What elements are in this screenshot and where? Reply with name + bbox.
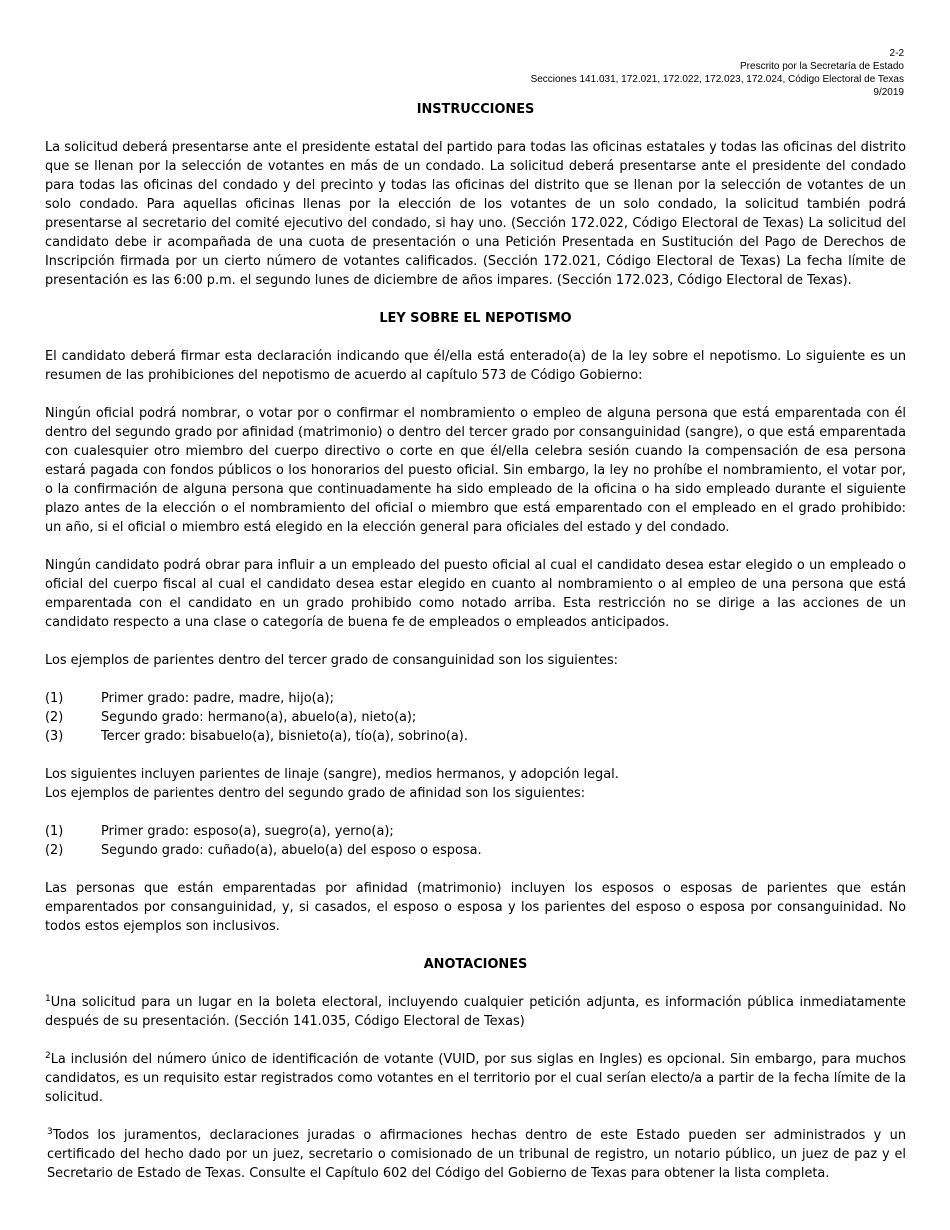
list-text: Primer grado: padre, madre, hijo(a); xyxy=(101,691,334,706)
annotation-text: La inclusión del número único de identificación de votante (VUID, por sus siglas en Ingles) es opcional. Sin embargo, para muchos candidatos, es un requisito estar registrados como votantes en el territorio por el cual serían electo/a a partir de la fecha límite de la solicitud. xyxy=(45,1052,906,1105)
list-text: Primer grado: esposo(a), suegro(a), yerno(a); xyxy=(101,824,394,839)
list-text: Segundo grado: hermano(a), abuelo(a), nieto(a); xyxy=(101,710,417,725)
list-number: (2) xyxy=(45,710,64,725)
prescribed-by: Prescrito por la Secretaría de Estado xyxy=(740,61,904,72)
annotation-text: Todos los juramentos, declaraciones juradas o afirmaciones hechas dentro de este Estado pueden ser administrados y un certificado del hecho dado por un juez, secretario o comisionado de un tribunal de registro, un notario público, un juez de paz y el Secretario de Estado de Texas. Consulte el Capítulo 602 del Código del Gobierno de Texas para obtener la lista completa. xyxy=(47,1128,906,1181)
page-number: 2-2 xyxy=(889,48,904,59)
linaje-note: Los siguientes incluyen parientes de linaje (sangre), medios hermanos, y adopción legal. xyxy=(45,767,619,782)
annotation-1 xyxy=(45,993,906,1031)
annotation-text: Una solicitud para un lugar en la boleta electoral, incluyendo cualquier petición adjunta, es información pública inmediatamente después de su presentación. (Sección 141.035, Código Electoral de Texas) xyxy=(45,995,906,1029)
list-item xyxy=(45,727,906,746)
afinidad-intro: Los ejemplos de parientes dentro del segundo grado de afinidad son los siguientes: xyxy=(45,786,586,801)
afinidad-list xyxy=(45,822,906,860)
list-number: (2) xyxy=(45,843,64,858)
list-number: (1) xyxy=(45,824,64,839)
consanguinidad-intro: Los ejemplos de parientes dentro del tercer grado de consanguinidad son los siguientes: xyxy=(45,653,619,668)
section-title-instrucciones: INSTRUCCIONES xyxy=(416,102,535,117)
list-item xyxy=(45,689,906,708)
consanguinidad-list xyxy=(45,689,906,746)
section-title-anotaciones: ANOTACIONES xyxy=(423,957,528,972)
footnote-mark: 2 xyxy=(45,1051,51,1061)
nepotismo-paragraph-2: Ningún candidato podrá obrar para influir a un empleado del puesto oficial al cual el candidato desea estar elegido o un empleado o oficial del cuerpo fiscal al cual el candidato desea estar elegido en cuanto al nombramiento o al empleo de una persona que está emparentada con el candidato en un grado prohibido como notado arriba. Esta restricción no se dirige a las acciones de un candidato respecto a una clase o categoría de buena fe de empleados o empleados anticipados. xyxy=(45,558,906,630)
list-item xyxy=(45,822,906,841)
list-text: Segundo grado: cuñado(a), abuelo(a) del esposo o esposa. xyxy=(101,843,482,858)
list-item xyxy=(45,708,906,727)
code-sections: Secciones 141.031, 172.021, 172.022, 172.023, 172.024, Código Electoral de Texas xyxy=(530,74,904,85)
nepotismo-intro: El candidato deberá firmar esta declaración indicando que él/ella está enterado(a) de la ley sobre el nepotismo. Lo siguiente es un resumen de las prohibiciones del nepotismo de acuerdo al capítulo 573 de Código Gobierno: xyxy=(45,349,906,383)
list-number: (1) xyxy=(45,691,64,706)
list-item xyxy=(45,841,906,860)
page-header xyxy=(531,47,904,99)
footnote-mark: 1 xyxy=(45,994,51,1004)
instrucciones-body: La solicitud deberá presentarse ante el presidente estatal del partido para todas las oficinas estatales y todas las oficinas del distrito que se llenan por la selección de votantes en más de un condado. La solicitud deberá presentarse ante el presidente del condado para todas las oficinas del condado y del precinto y todas las oficinas del distrito que se llenan por la selección de votantes de un solo condado. Para aquellas oficinas llenas por la elección de los votantes de un solo condado, la solicitud también podrá presentarse al secretario del comité ejecutivo del condado, si hay uno. (Sección 172.022, Código Electoral de Texas) La solicitud del candidato debe ir acompañada de una cuota de presentación o una Petición Presentada en Sustitución del Pago de Derechos de Inscripción firmada por un cierto número de votantes calificados. (Sección 172.021, Código Electoral de Texas) La fecha límite de presentación es las 6:00 p.m. el segundo lunes de diciembre de años impares. (Sección 172.023, Código Electoral de Texas). xyxy=(45,140,906,288)
form-date: 9/2019 xyxy=(873,87,904,98)
section-title-nepotismo: LEY SOBRE EL NEPOTISMO xyxy=(379,311,572,326)
document-body xyxy=(45,100,906,1183)
afinidad-closing: Las personas que están emparentadas por afinidad (matrimonio) incluyen los esposos o esposas de parientes que están emparentados por consanguinidad, y, si casados, el esposo o esposa y los parientes del esposo o esposa por consanguinidad. No todos estos ejemplos son inclusivos. xyxy=(45,881,906,934)
footnote-mark: 3 xyxy=(47,1127,53,1137)
annotation-3 xyxy=(45,1126,906,1183)
list-text: Tercer grado: bisabuelo(a), bisnieto(a), tío(a), sobrino(a). xyxy=(101,729,468,744)
list-number: (3) xyxy=(45,729,64,744)
annotation-2 xyxy=(45,1050,906,1107)
nepotismo-paragraph-1: Ningún oficial podrá nombrar, o votar por o confirmar el nombramiento o empleo de alguna persona que está emparentada con él dentro del segundo grado por afinidad (matrimonio) o dentro del tercer grado por consanguinidad (sangre), o que está emparentada con cualesquier otro miembro del cuerpo directivo o corte en que él/ella celebra sesión cuando la compensación de esa persona estará pagada con fondos públicos o los honorarios del puesto oficial. Sin embargo, la ley no prohíbe el nombramiento, el votar por, o la confirmación de alguna persona que continuadamente ha sido empleado de la oficina o ha sido empleado durante el siguiente plazo antes de la elección o el nombramiento del oficial o miembro que está emparentado con el empleado en el grado prohibido: un año, si el oficial o miembro está elegido en la elección general para oficiales del estado y del condado. xyxy=(45,406,906,535)
